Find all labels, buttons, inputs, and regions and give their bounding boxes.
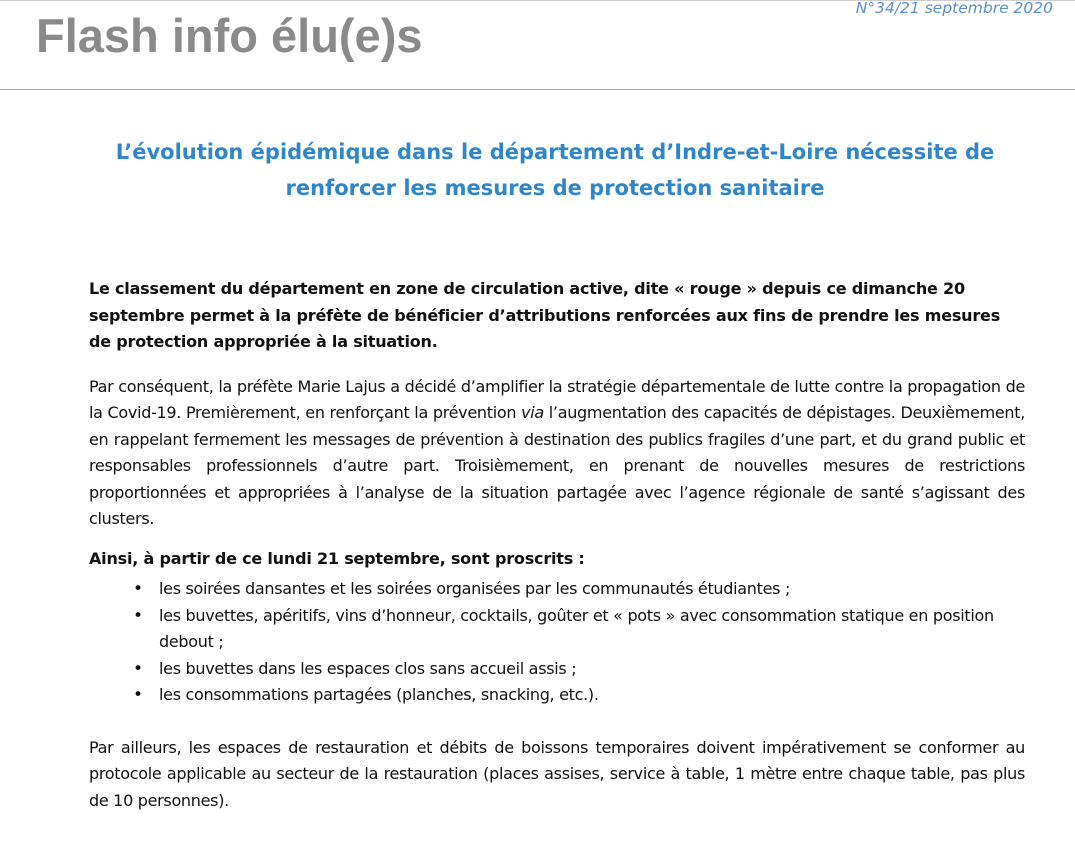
header-divider [0, 89, 1075, 90]
bullet-icon: • [133, 685, 143, 705]
intro-paragraph: Le classement du département en zone de circulation active, dite « rouge » depuis ce dimanche 20 septembre permet à la préfète de bénéficier d’attributions renforcées aux fins de prendre les mesures de protection appropriée à la situation. [89, 279, 1001, 351]
masthead-title: Flash info élu(e)s [36, 9, 423, 62]
list-item [133, 576, 1025, 603]
list-item-text: les buvettes dans les espaces clos sans accueil assis ; [159, 658, 577, 678]
prohibitions-list [89, 576, 1025, 709]
list-item [133, 656, 1025, 683]
strategy-paragraph [89, 374, 1025, 533]
closing-paragraph: Par ailleurs, les espaces de restauration et débits de boissons temporaires doivent impérativement se conformer au protocole applicable au secteur de la restauration (places assises, service à table, 1 mètre entre chaque table, pas plus de 10 personnes). [89, 737, 1025, 810]
bullet-icon: • [133, 658, 143, 679]
list-item [133, 603, 1025, 656]
article-body [89, 276, 1025, 814]
article-headline: L’évolution épidémique dans le département d’Indre-et-Loire nécessite de renforcer les mesures de protection sanitaire [115, 140, 995, 200]
strategy-text-start: Par conséquent, la préfète Marie Lajus a décidé d’amplifier la stratégie départementale de lutte contre la propagation de la Covid-19. Premièrement, en renforçant la prévention [89, 376, 1025, 422]
list-item-text: les consommations partagées (planches, snacking, etc.). [159, 685, 599, 704]
issue-number-date: N°34/21 septembre 2020 [855, 0, 1053, 17]
via-emphasis: via [521, 403, 544, 422]
bullet-icon: • [133, 579, 143, 599]
bullet-icon: • [133, 605, 143, 626]
list-item [133, 682, 1025, 709]
prohibitions-lead-in: Ainsi, à partir de ce lundi 21 septembre, sont proscrits : [89, 548, 585, 568]
list-item-text: les buvettes, apéritifs, vins d’honneur, cocktails, goûter et « pots » avec consommation statique en position debout ; [159, 605, 994, 651]
list-item-text: les soirées dansantes et les soirées organisées par les communautés étudiantes ; [159, 579, 791, 598]
strategy-text-end: l’augmentation des capacités de dépistages. Deuxièmement, en rappelant fermement les messages de prévention à destination des publics fragiles d’une part, et du grand public et responsables professionnels d’autre part. Troisièmement, en prenant de nouvelles mesures de restrictions proportionnées et appropriées à l’analyse de la situation partagée avec l’agence régionale de santé s’agissant des clusters. [89, 403, 1025, 528]
